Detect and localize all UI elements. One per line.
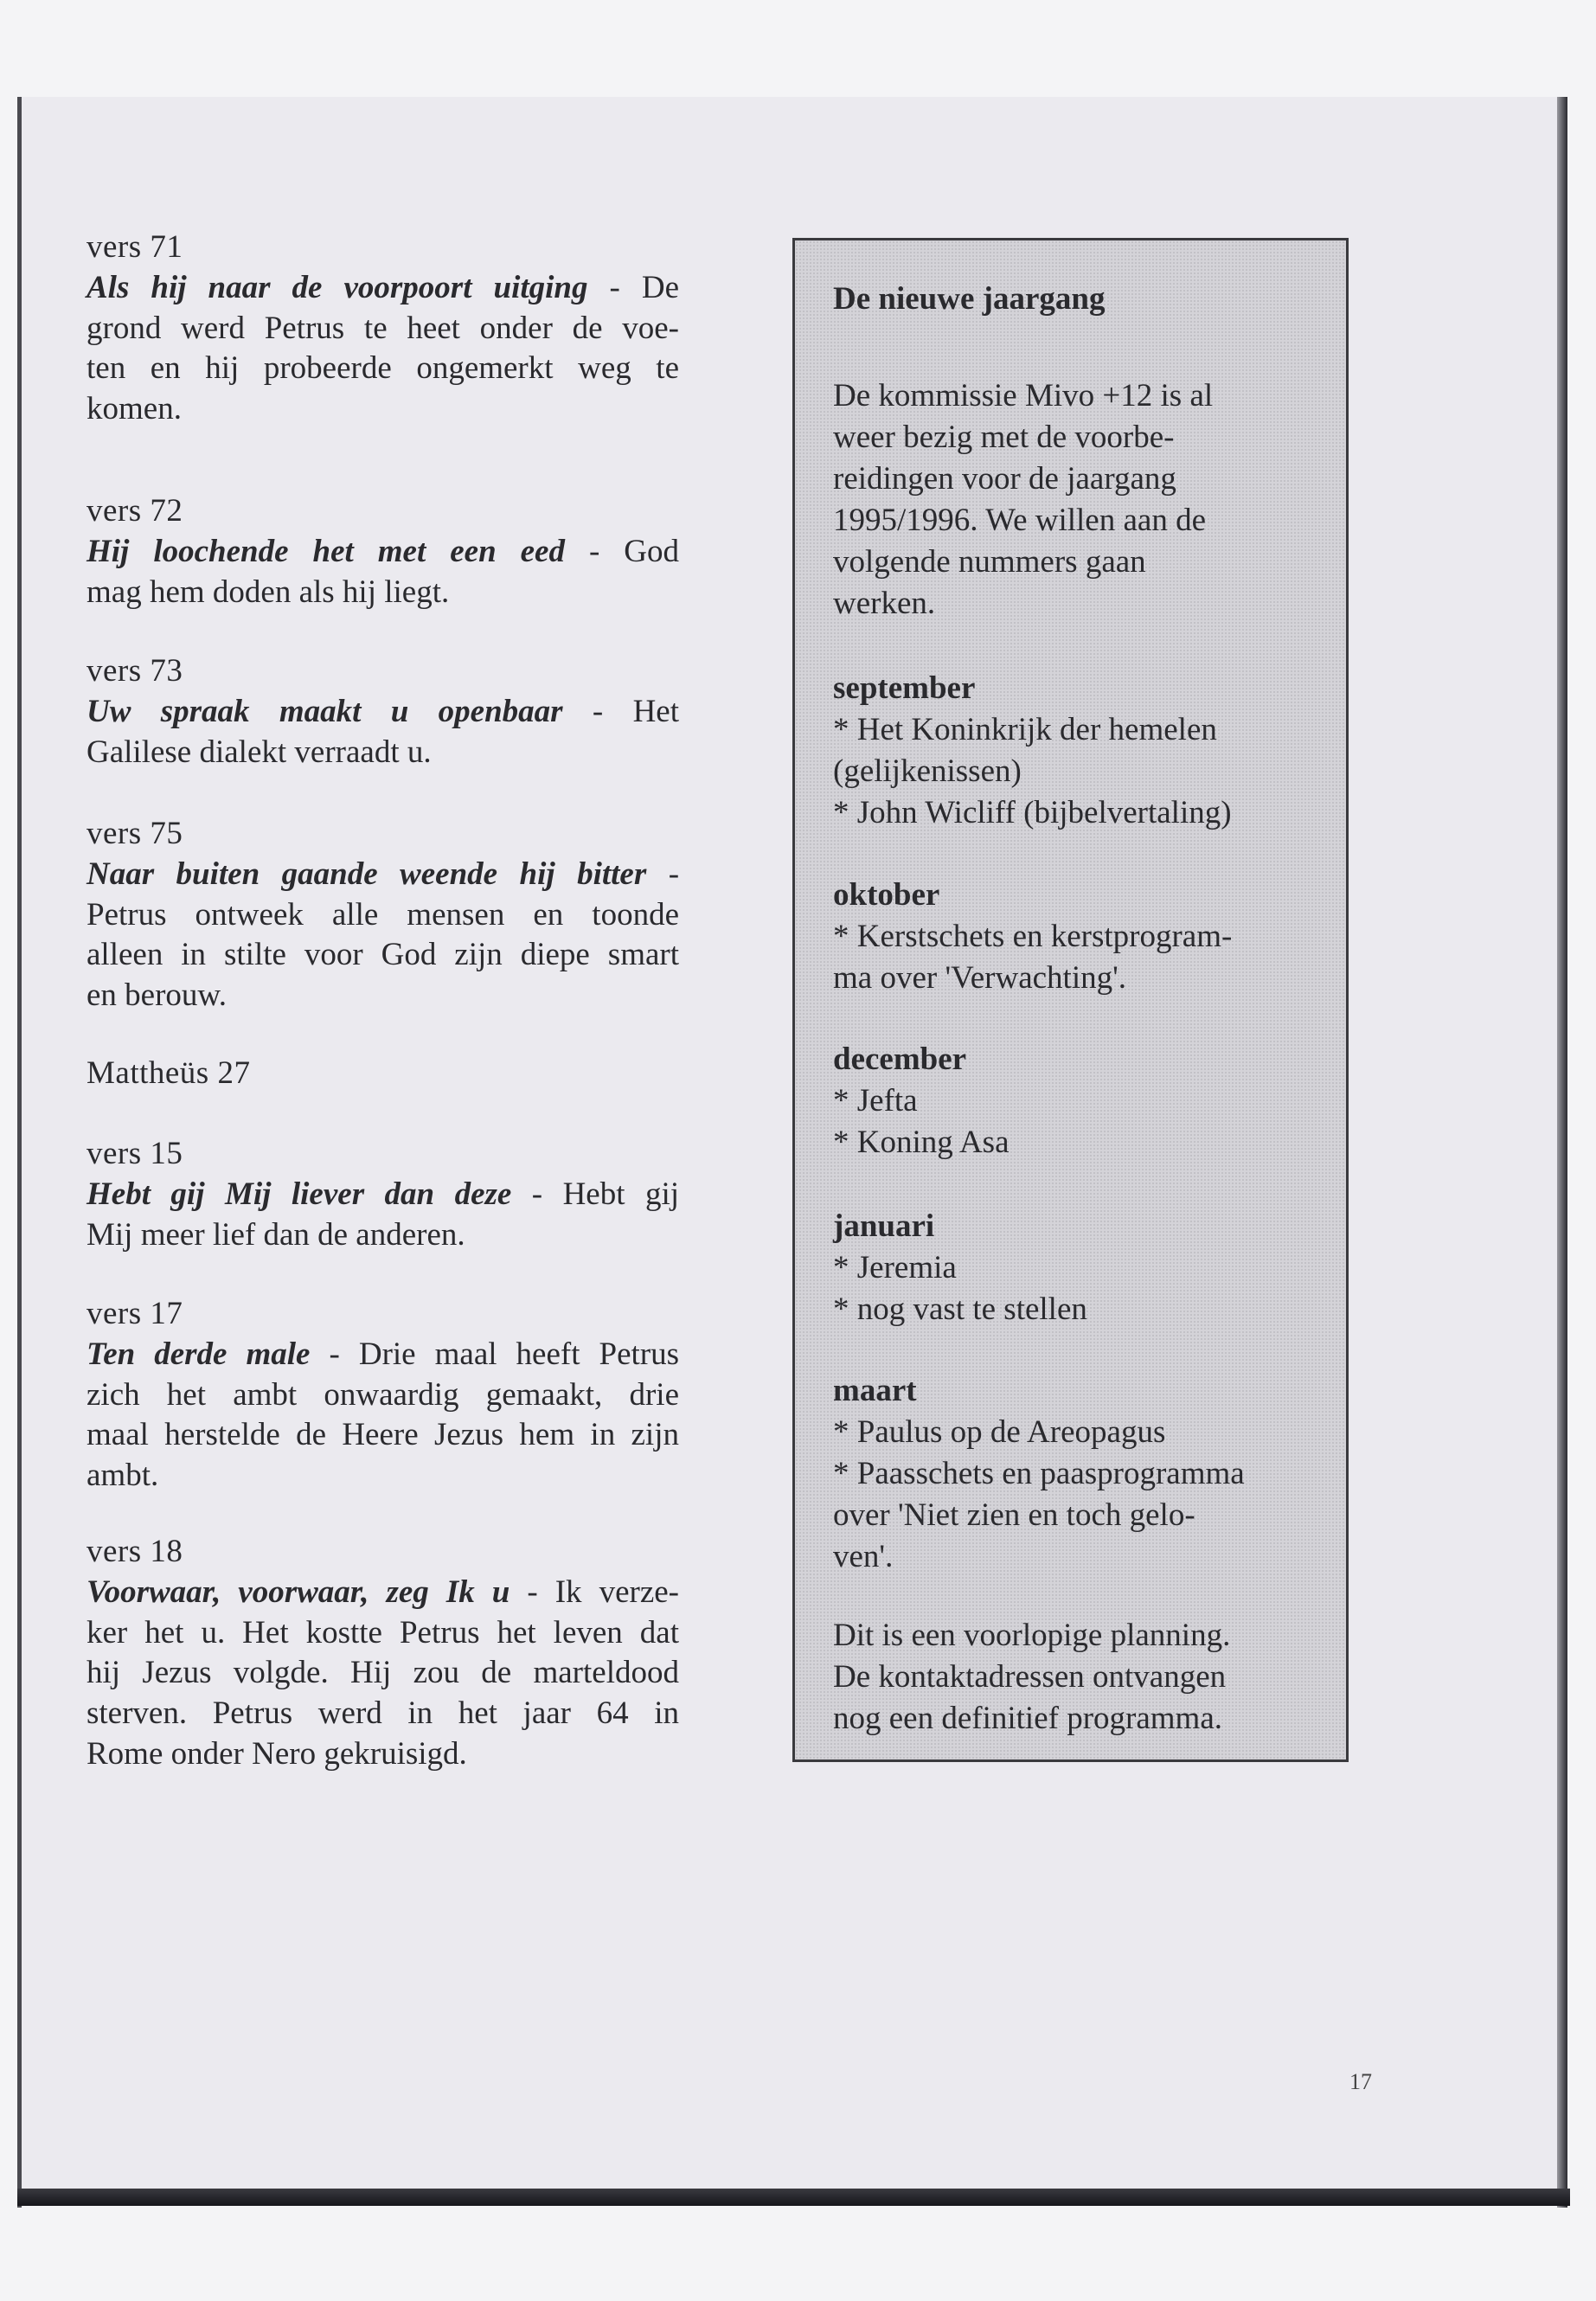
box-section [833,1370,1335,1578]
box-text-line: * Paulus op de Areopagus [833,1414,1166,1450]
verse-explanation-start: - Drie maal heeft Petrus [329,1336,680,1372]
verse-quote: Naar buiten gaande weende hij bitter [87,856,647,892]
verse-section [87,1134,679,1255]
verse-explanation-start: - Hebt gij [531,1176,680,1212]
verse-section [87,814,679,1016]
verse-heading: vers 72 [87,493,183,529]
verse-first-line [87,855,679,895]
verse-text-line: grond werd Petrus te heet onder de voe- [87,310,679,346]
box-text-line: 1995/1996. We willen aan de [833,503,1206,538]
verse-text-line: Mij meer lief dan de anderen. [87,1216,465,1253]
verse-heading: vers 73 [87,653,183,689]
box-text-line: De kontaktadressen ontvangen [833,1659,1227,1695]
box-text-line: De kommissie Mivo +12 is al [833,378,1214,413]
box-text-line: * Kerstschets en kerstprogram- [833,919,1233,954]
verse-text-line: komen. [87,391,182,427]
verse-text-line: ten en hij probeerde ongemerkt weg te [87,350,679,387]
verse-text-line: maal herstelde de Heere Jezus hem in zijn [87,1417,679,1453]
verse-heading: vers 15 [87,1136,183,1171]
verse-quote: Uw spraak maakt u openbaar [87,693,563,729]
verse-text-line: Galilese dialekt verraadt u. [87,734,432,770]
verse-text-line: Rome onder Nero gekruisigd. [87,1735,467,1772]
verse-explanation-start: - God [588,533,679,569]
verse-text-line: sterven. Petrus werd in het jaar 64 in [87,1695,679,1732]
verse-quote: Als hij naar de voorpoort uitging [87,269,588,305]
verse-explanation-start: - De [609,269,680,305]
verse-first-line [87,1335,679,1375]
scan-edge-right [1557,97,1567,2208]
verse-text-line: en berouw. [87,977,227,1014]
verse-text-line: ambt. [87,1458,159,1494]
verse-text-line: alleen in stilte voor God zijn diepe smart [87,937,679,973]
box-text-line: nog een definitief programma. [833,1701,1222,1736]
box-section [833,668,1335,834]
verse-first-line [87,532,679,573]
box-section [833,279,1335,320]
box-text-line: * Het Koninkrijk der hemelen [833,712,1217,747]
box-text-line: * John Wicliff (bijbelvertaling) [833,795,1232,830]
verse-quote: Hebt gij Mij liever dan deze [87,1176,512,1212]
verse-text-line: Petrus ontweek alle mensen en toonde [87,896,679,933]
box-text-line: * Jeremia [833,1250,957,1285]
verse-heading: vers 18 [87,1534,183,1569]
box-text-line: werken. [833,586,936,621]
verse-text-line: hij Jezus volgde. Hij zou de marteldood [87,1655,679,1691]
box-text-line: reidingen voor de jaargang [833,461,1176,497]
box-text-line: weer bezig met de voorbe- [833,420,1175,455]
scan-edge-bottom [17,2189,1570,2206]
box-text-line: volgende nummers gaan [833,544,1146,580]
verse-explanation-start: - Het [592,693,680,729]
box-title: De nieuwe jaargang [833,281,1106,317]
box-section [833,375,1335,625]
box-text-line: over 'Niet zien en toch gelo- [833,1497,1195,1533]
verse-heading: vers 71 [87,229,183,265]
verse-first-line [87,268,679,309]
verse-section [87,1294,679,1497]
month-heading: december [833,1042,967,1077]
verse-text-line: zich het ambt onwaardig gemaakt, drie [87,1376,679,1413]
verse-quote: Hij loochende het met een eed [87,533,565,569]
verse-section [87,1054,679,1094]
box-section [833,1615,1335,1740]
verse-explanation-start: - Ik verze- [527,1574,680,1610]
scan-edge-left [17,97,22,2208]
verse-section [87,491,679,612]
month-heading: september [833,670,976,706]
box-text-line: Dit is een voorlopige planning. [833,1618,1231,1653]
verse-first-line [87,1175,679,1215]
verse-heading: vers 17 [87,1296,183,1331]
verse-text-line: mag hem doden als hij liegt. [87,574,450,610]
month-heading: januari [833,1208,935,1244]
box-text-line: ven'. [833,1539,894,1574]
verse-section [87,1532,679,1775]
verse-quote: Ten derde male [87,1336,311,1372]
box-text-line: ma over 'Verwachting'. [833,960,1127,996]
verse-heading: vers 75 [87,816,183,851]
verse-section [87,228,679,430]
verse-text-line: ker het u. Het kostte Petrus het leven dat [87,1614,679,1650]
verse-explanation-start: - [668,856,680,892]
box-section [833,1039,1335,1163]
verse-first-line [87,1573,679,1613]
box-section [833,875,1335,999]
verse-section [87,651,679,772]
verse-first-line [87,692,679,733]
month-heading: oktober [833,877,940,913]
box-section [833,1206,1335,1330]
box-text-line: * Paasschets en paasprogramma [833,1456,1245,1491]
month-heading: maart [833,1373,917,1408]
box-text-line: * Jefta [833,1083,918,1118]
box-text-line: (gelijkenissen) [833,753,1022,789]
page-number: 17 [1349,2069,1372,2094]
box-text-line: * Koning Asa [833,1125,1010,1160]
box-text-line: * nog vast te stellen [833,1292,1087,1327]
verse-quote: Voorwaar, voorwaar, zeg Ik u [87,1574,510,1610]
verse-heading: Mattheüs 27 [87,1055,251,1091]
